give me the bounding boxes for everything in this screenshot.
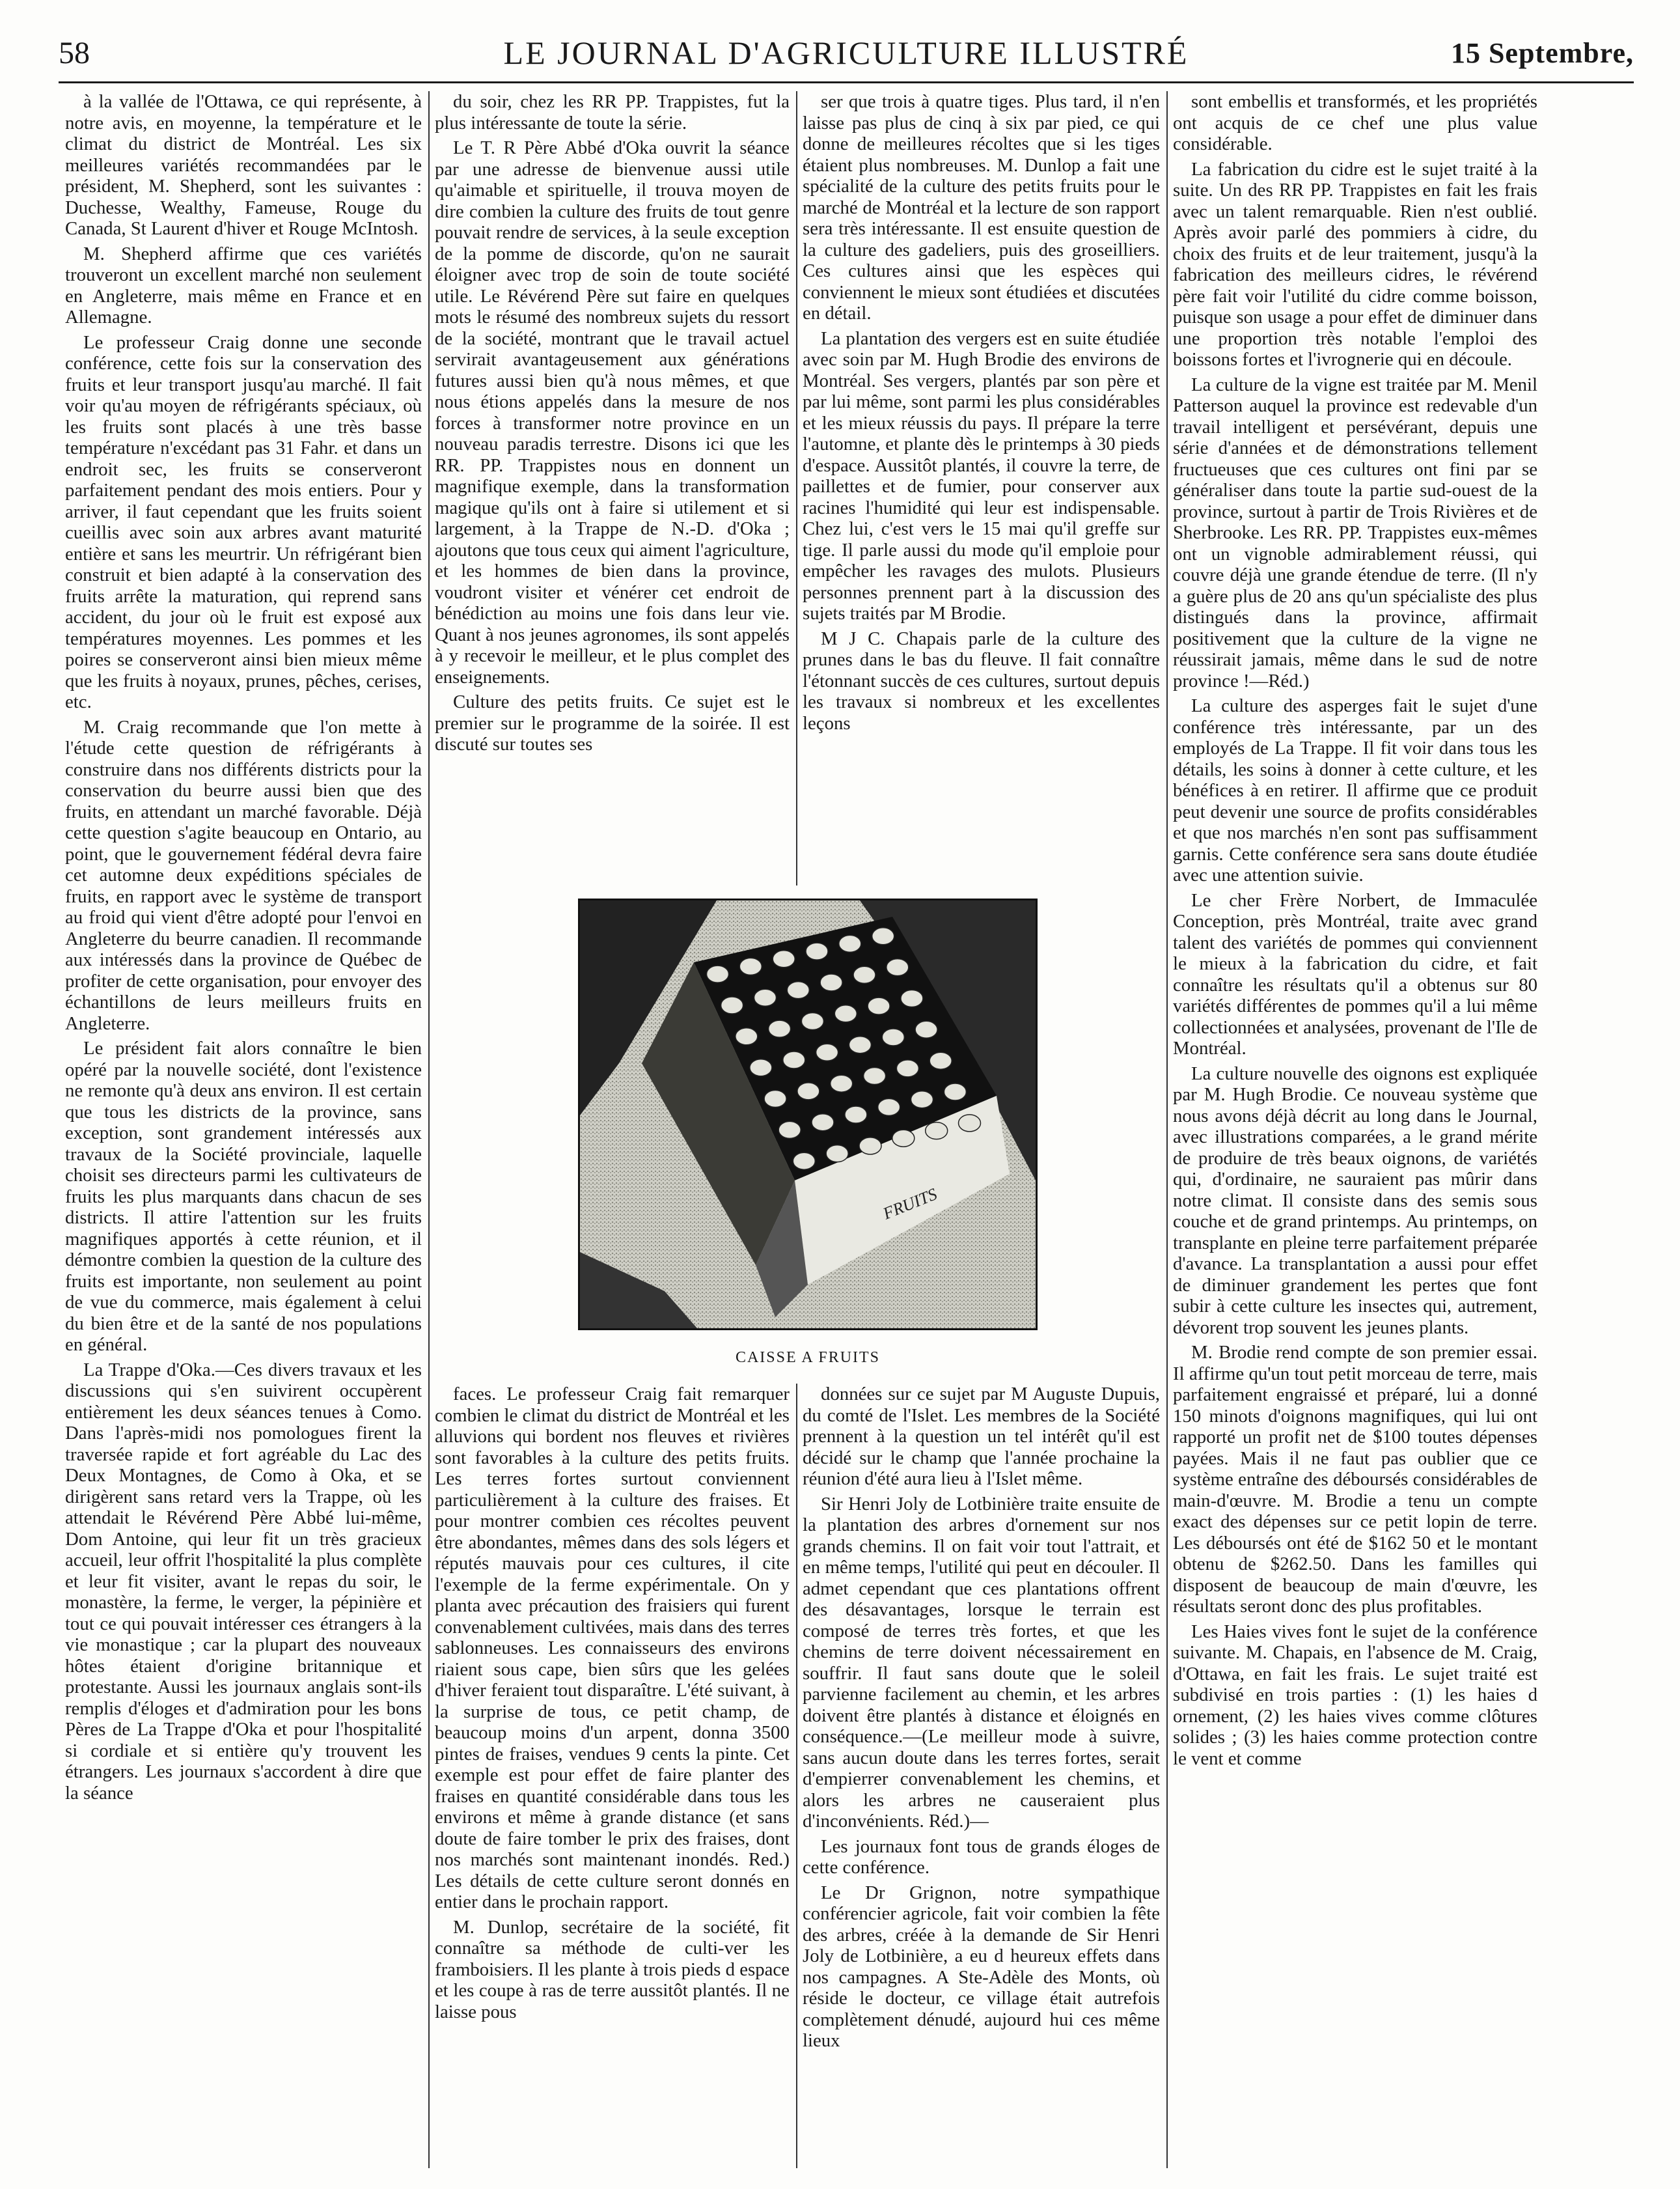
wrapped-fruit (864, 1068, 886, 1085)
paragraph: La plantation des vergers est en suite étudiée avec soin par M. Hugh Brodie des environs de Montréal. Ses vergers, plantés par son père et par lui même, sont parmi les plus considérables et les mieux réussis du pays. Il prépare la terre l'automne, et plante dès le printemps à 30 pieds d'espace. Aussitôt plantés, il couvre la terre, de paillettes et de fumier, pour conserver aux racines l'humidité qui leur est indispensable. Chez lui, c'est vers le 15 mai qu'il greffe sur tige. Il parle aussi du mode qu'il emploie pour empêcher les ravages des mulots. Plusieurs personnes prennent part à la discussion des sujets traités par M Brodie. (803, 328, 1160, 624)
wrapped-fruit (896, 1060, 918, 1077)
paragraph: M. Brodie rend compte de son premier essai. Il affirme qu'un tout petit morceau de terre, mais parfaitement engraissé et préparé, lui a donné 150 minots d'oignons magnifiques, qui lui ont rapporté un profit net de $100 toutes dépenses payées. Mais il ne faut pas oublier que ce système entraîne des déboursés considérables de main-d'œuvre. M. Brodie a tenu un compte exact des dépenses sur ce petit lopin de terre. Les déboursés ont été de $162 50 et le montant obtenu de $262.50. Dans les familles qui disposent de beaucoup de main d'œuvre, les résultats seront donc des plus profitables. (1173, 1342, 1537, 1617)
column-divider (796, 1384, 797, 2168)
paragraph: faces. Le professeur Craig fait remarquer combien le climat du district de Montréal et les alluvions qui bordent nos fleuves et rivières sont favorables à la culture des petits fruits. Les terres fortes surtout conviennent particulièrement à la culture des fraises. Et pour montrer combien ces récoltes peuvent être abondantes, mêmes dans des sols légers et réputés mauvais pour ces cultures, il cite l'exemple de la ferme expérimentale. On y planta avec précaution des fraisiers qui furent convenablement cultivées, mais dans des terres sablonneuses. Les connaisseurs des environs riaient sous cape, bien sûrs que les gelées d'hiver feraient tout disparaître. L'été suivant, à la surprise de tous, ce petit champ, de beaucoup moins d'un arpent, donna 3500 pintes de fraises, vendues 9 cents la pinte. Cet exemple est pour effet de faire planter des fraises en quantité considérable dans tous les environs et même à grande distance (et sans doute de faire tomber le prix des fraises, dont nos marchés sont maintenant inondés. Red.) Les détails de cette culture seront donnés en entier dans le prochain rapport. (435, 1384, 790, 1912)
wrapped-fruit (926, 1122, 948, 1139)
paragraph: Les journaux font tous de grands éloges de cette conférence. (803, 1835, 1160, 1878)
wrapped-fruit (793, 1152, 815, 1169)
paragraph: La culture nouvelle des oignons est expliquée par M. Hugh Brodie. Ce nouveau système que nous avons déjà décrit au long dans le Journal, avec illustrations comparées, a le grand mérite de produire de très beaux oignons, de variétés qui, d'ordinaire, ne sauraient pas mûrir dans notre climat. Il consiste dans des semis sous couche et de grand printemps. Au printemps, on transplante en pleine terre parfaitement préparée d'avance. La transplantation a aussi pour effet de diminuer grandement les pertes que font subir à cette culture les insectes qui, autrement, dévorent trop souvent les jeunes plants. (1173, 1063, 1537, 1338)
wrapped-fruit (834, 1005, 857, 1022)
wrapped-fruit (721, 997, 743, 1014)
wrapped-fruit (739, 958, 762, 975)
wrapped-fruit (915, 1021, 937, 1038)
column-3-top (803, 91, 1160, 882)
paragraph: La culture de la vigne est traitée par M. Menil Patterson auquel la province est redevable d'un travail intelligent et persévérant, depuis une série d'années et de démonstrations tellement fructueuses que ces cultures ont fini par se généraliser dans toute la partie sud-ouest de la province, surtout à partir de Trois Rivières et de Sherbrooke. Les RR. PP. Trappistes eux-mêmes ont un vignoble admirablement réussi, qui couvre déjà une grande étendue de terre. (Il n'y a guère plus de 20 ans qu'un spécialiste des plus distingués dans la province, affirmait positivement que la culture de la vigne ne réussirait jamais, même dans le sud de notre province !—Réd.) (1173, 374, 1537, 691)
page-header (59, 31, 1634, 77)
wrapped-fruit (887, 959, 909, 976)
wrapped-fruit (797, 1083, 819, 1100)
paragraph: Le T. R Père Abbé d'Oka ouvrit la séance par une adresse de bienvenue aussi utile qu'aimable et spirituelle, il trouva moyen de dire combien la culture des fruits de tout genre pouvait rendre de services, à la seule exception de la pomme de discorde, qu'on ne saurait éloigner avec trop de soin de toute société utile. Le Révérend Père sut faire en quelques mots le résumé des nombreux sujets du ressort de la société, montrant que le travail actuel servirait avantageusement aux générations futures aussi bien qu'à nous mêmes, et que nous étions appelés dans la mesure de nos forces à transformer notre province en un nouveau paradis terrestre. Disons ici que les RR. PP. Trappistes nous en donnent un magnifique exemple, dans la transformation magique qu'ils ont à faire si utilement et si largement, à la Trappe de N.-D. d'Oka ; ajoutons que tous ceux qui aiment l'agriculture, et les hommes de bien dans la province, voudront visiter et vénérer cet endroit de bénédiction au moins une fois dans leur vie. Quant à nos jeunes agronomes, ils sont appelés à y recevoir le meilleur, et le plus complet des enseignements. (435, 137, 790, 688)
column-3-bottom (803, 1384, 1160, 2175)
wrapped-fruit (773, 951, 795, 968)
column-divider (796, 91, 797, 885)
paragraph: à la vallée de l'Ottawa, ce qui représente, à notre avis, en moyenne, la température et le climat du district de Montréal. Les six meilleures variétés recommandées par le président, M. Shepherd, sont les suivantes : Duchesse, Wealthy, Fameuse, Rouge du Canada, St Laurent d'hiver et Rouge McIntosh. (65, 91, 422, 239)
figure-caption: CAISSE A FRUITS (735, 1349, 881, 1366)
paragraph: M. Dunlop, secrétaire de la société, fit connaître sa méthode de culti-ver les framboisiers. Il les plante à trois pieds d espace et les coupe à ras de terre aussitôt plantés. Il ne laisse pous (435, 1916, 790, 2022)
crate-label: FRUITS (880, 1184, 940, 1223)
column-2-bottom (435, 1384, 790, 2175)
paragraph: La culture des asperges fait le sujet d'une conférence très intéressante, par un des employés de La Trappe. Il fit voir dans tous les détails, les soins à donner à cette culture, et les bénéfices à en retirer. Il affirme que ce produit peut devenir une source de profits considérables et que nos marchés n'en sont pas suffisamment garnis. Cette conférence sera sans doute étudiée avec une attention suivie. (1173, 695, 1537, 885)
paragraph: La Trappe d'Oka.—Ces divers travaux et les discussions qui s'en suivirent occupèrent entièrement les deux séances tenues à Como. Dans l'après-midi nos pomologues firent la traversée rapide et fort agréable du Lac des Deux Montagnes, de Como à Oka, et se dirigèrent sans retard vers la Trappe, où les attendait le Révérend Père Abbé lui-même, Dom Antoine, qui leur fit un très gracieux accueil, leur offrit l'hospitalité la plus complète et leur fit visiter, avant le repas du soir, le monastère, la ferme, le verger, la pépinière et tout ce qui pouvait intéresser ces étrangers à la vie monastique ; car la plupart des nouveaux hôtes étaient d'origine britannique et protestante. Aussi les journaux anglais sont-ils remplis d'éloges et d'admiration pour les bons Pères de La Trappe d'Oka et pour l'hospitalité si cordiale et si entière qu'y trouvent les étrangers. Les journaux s'accordent à dire que la séance (65, 1359, 422, 1804)
paragraph: M. Craig recommande que l'on mette à l'étude cette question de réfrigérants à construire dans nos différents districts pour la conservation du beurre aussi bien que des fruits, en attendant un marché favorable. Déjà cette question s'agite beaucoup en Ontario, au point, que le gouvernement fédéral devra faire cet automne deux expéditions spéciales de fruits, en rapport avec le système de transport au froid qui vient d'être adopté pour l'envoi en Angleterre du beurre canadien. Il recommande aux intéressés dans la province de Québec de profiter de cette organisation, pour envoyer des échantillons de leurs meilleurs fruits en Angleterre. (65, 716, 422, 1034)
wrapped-fruit (878, 1098, 900, 1115)
wrapped-fruit (801, 1013, 823, 1030)
fruit-crate-illustration (578, 899, 1038, 1330)
wrapped-fruit (831, 1075, 853, 1092)
journal-title: LE JOURNAL D'AGRICULTURE ILLUSTRÉ (503, 35, 1189, 71)
wrapped-fruit (812, 1114, 834, 1131)
wrapped-fruit (783, 1052, 805, 1068)
wrapped-fruit (750, 1059, 772, 1076)
paragraph: Le président fait alors connaître le bien opéré par la nouvelle société, dont l'existence ne remonte qu'à deux ans environ. Il est certain que tous les districts de la province, sans exception, sont grandement intéressés aux travaux de la Société provinciale, laquelle choisit ses directeurs parmi les cultivateurs de fruits les plus marquants dans chacun de ses districts. Il attire l'attention sur les fruits magnifiques apportés à cette réunion, et il démontre combien la question de la culture des fruits est importante, non seulement au point de vue du commerce, mais également à celui du bien être et de la santé de nos populations en général. (65, 1038, 422, 1355)
wrapped-fruit (892, 1130, 915, 1147)
paragraph: Le cher Frère Norbert, de Immaculée Conception, près Montréal, traite avec grand talent des variétés de pommes qui conviennent le mieux à la fabrication du cidre, et fait connaître les résultats qu'il a obtenus sur 80 variétés différentes de pommes qu'il a lui même collectionnées et analysées, provenant de l'Ile de Montréal. (1173, 889, 1537, 1059)
paragraph: M J C. Chapais parle de la culture des prunes dans le bas du fleuve. Il fait connaître l'étonnant succès de ces cultures, surtout depuis les travaux si nombreux et les excellentes leçons (803, 628, 1160, 734)
wrapped-fruit (872, 928, 894, 945)
wrapped-fruit (959, 1115, 981, 1132)
wrapped-fruit (816, 1044, 838, 1061)
wrapped-fruit (853, 966, 875, 983)
wrapped-fruit (787, 982, 809, 999)
column-1 (65, 91, 422, 2175)
wrapped-fruit (764, 1091, 786, 1108)
paragraph: du soir, chez les RR PP. Trappistes, fut la plus intéressante de toute la série. (435, 91, 790, 133)
paragraph: Le Dr Grignon, notre sympathique conférencier agricole, fait voir combien la fête des arbres, créée à la demande de Sir Henri Joly de Lotbinière, a eu d heureux effets dans nos campagnes. A Ste-Adèle des Monts, où réside le docteur, ce village était autrefois complètement dénudé, aujourd hui ces même lieux (803, 1882, 1160, 2051)
wrapped-fruit (806, 943, 828, 960)
wrapped-fruit (868, 997, 890, 1014)
paragraph: sont embellis et transformés, et les propriétés ont acquis de ce chef une plus value considérable. (1173, 91, 1537, 154)
wrapped-fruit (736, 1028, 758, 1045)
wrapped-fruit (845, 1106, 867, 1123)
paragraph: Le professeur Craig donne une seconde conférence, cette fois sur la conservation des fruits et leur transport jusqu'au marché. Il fait voir qu'au moyen de réfrigérants spéciaux, où les fruits sont placés à une très basse température n'excédant pas 31 Fahr. et dans un endroit sec, les fruits se conserveront parfaitement pendant des mois entiers. Pour y arriver, il faut cependant que les fruits soient cueillis avec soin aux arbres avant maturité entière et sans les meurtrir. Un réfrigérant bien construit et bien adapté à la conservation des fruits arrête la maturation, qui reprend sans accident, du jour où le fruit est exposé aux températures moyennes. Les pommes et les poires se conserveront ainsi bien mieux même que les fruits à noyaux, prunes, pêches, cerises, etc. (65, 331, 422, 712)
wrapped-fruit (930, 1052, 952, 1069)
wrapped-fruit (849, 1037, 871, 1053)
wrapped-fruit (911, 1091, 933, 1108)
column-2-top (435, 91, 790, 882)
page-number: 58 (59, 36, 90, 70)
wrapped-fruit (820, 974, 842, 991)
wrapped-fruit (839, 935, 861, 952)
issue-date: 15 Septembre, (1450, 37, 1634, 69)
wrapped-fruit (882, 1029, 904, 1046)
column-4 (1173, 91, 1537, 2175)
wrapped-fruit (769, 1020, 791, 1037)
wrapped-fruit (901, 990, 923, 1007)
header-rule (59, 81, 1634, 83)
wrapped-fruit (826, 1145, 848, 1162)
wrapped-fruit (778, 1121, 801, 1138)
wrapped-fruit (859, 1137, 881, 1154)
paragraph: Culture des petits fruits. Ce sujet est le premier sur le programme de la soirée. Il est discuté sur toutes ses (435, 691, 790, 755)
paragraph: Les Haies vives font le sujet de la conférence suivante. M. Chapais, en l'absence de M. Craig, d'Ottawa, en fait les frais. Le sujet traité est subdivisé en trois parties : (1) les haies d ornement, (2) les haies vives comme clôtures solides ; (3) les haies comme protection contre le vent et comme (1173, 1621, 1537, 1769)
paragraph: Sir Henri Joly de Lotbinière traite ensuite de la plantation des arbres d'ornement sur nos grands chemins. Il on fait voir tout l'attrait, et en même temps, l'utilité qui peut en découler. Il admet cependant que ces plantations offrent des désavantages, lorsque le terrain est composé de terres très fortes, et que les chemins de terre doivent nécessairement en souffrir. Il faut sans doute que le soleil parvienne facilement au chemin, et les arbres doivent être plantés à distance et éloignés en conséquence.—(Le meilleur mode à suivre, sans aucun doute dans les terres fortes, serait d'empierrer convenablement les chemins, et alors les arbres ne causeraient plus d'inconvénients. Réd.)— (803, 1493, 1160, 1832)
column-divider (428, 91, 430, 2168)
wrapped-fruit (944, 1083, 966, 1100)
wrapped-fruit (754, 989, 777, 1006)
wrapped-fruit (707, 966, 729, 983)
paragraph: données sur ce sujet par M Auguste Dupuis, du comté de l'Islet. Les membres de la Société prennent à la question un tel intérêt qu'il est décidé sur le champ que l'année prochaine la réunion d'été aura lieu à l'Islet même. (803, 1384, 1160, 1489)
paragraph: La fabrication du cidre est le sujet traité à la suite. Un des RR PP. Trappistes en fait les frais avec un talent remarquable. Rien n'est oublié. Après avoir parlé des pommiers à cidre, du choix des fruits et de leur traitement, jusqu'à la fabrication des meilleurs cidres, le révérend père fait voir l'utilité du cidre comme boisson, puisque son usage a pour effet de diminuer dans une proportion très notable l'emploi des boissons fortes et l'ivrognerie qui en découle. (1173, 158, 1537, 370)
paragraph: M. Shepherd affirme que ces variétés trouveront un excellent marché non seulement en Angleterre, mais même en France et en Allemagne. (65, 243, 422, 328)
column-divider (1166, 91, 1168, 2168)
paragraph: ser que trois à quatre tiges. Plus tard, il n'en laisse pas plus de cinq à six par pied, ce qui donne de meilleures récoltes que si les tiges étaient plus nombreuses. M. Dunlop a fait une spécialité de la culture des petits fruits pour le marché de Montréal et la lecture de son rapport sera très intéressante. Il est ensuite question de la culture des gadeliers, puis des groseilliers. Ces cultures ainsi que les espèces qui conviennent le mieux sont étudiées et discutées en détail. (803, 91, 1160, 324)
fruit-crate-image (580, 900, 1036, 1328)
